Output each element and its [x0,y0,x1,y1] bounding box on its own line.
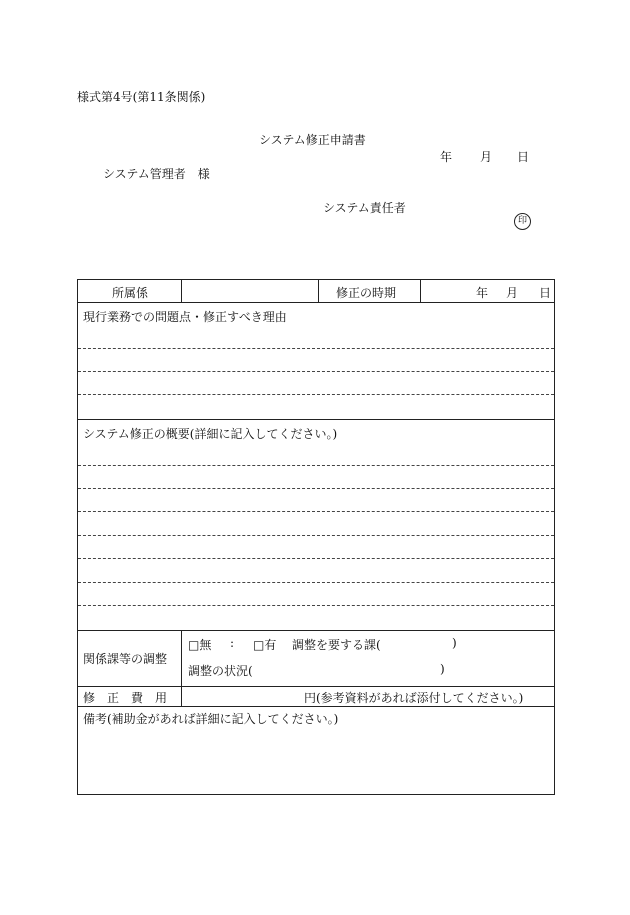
timing-day: 日 [539,286,552,300]
overview-line[interactable] [78,465,554,466]
coordination-status-label: 調整の状況( [188,664,253,678]
department-field[interactable] [188,284,313,298]
department-label: 所属係 [112,286,149,300]
coordination-required-label: 調整を要する課( [292,638,381,652]
problems-line[interactable] [78,348,554,349]
coordination-required-close: ) [452,636,457,650]
overview-line[interactable] [78,488,554,489]
overview-line[interactable] [78,558,554,559]
coordination-status-close: ) [440,662,445,676]
problems-line[interactable] [78,394,554,395]
applicant-label: システム責任者 [323,201,406,215]
date-month: 月 [480,150,493,164]
overview-line[interactable] [78,511,554,512]
seal-icon: 印 [514,213,531,230]
cost-value: 円(参考資料があれば添付してください。) [304,691,524,705]
timing-month: 月 [506,286,519,300]
overview-line[interactable] [78,582,554,583]
coordination-none-checkbox[interactable]: □無 [188,638,212,652]
problems-line[interactable] [78,371,554,372]
coordination-label: 関係課等の調整 [83,652,168,666]
addressee: システム管理者 様 [103,167,210,181]
application-form-table [77,279,555,795]
cost-label: 修 正 費 用 [83,691,168,705]
overview-line[interactable] [78,605,554,606]
timing-label: 修正の時期 [336,286,397,300]
page-title: システム修正申請書 [259,133,366,147]
overview-label: システム修正の概要(詳細に記入してください。) [83,427,338,441]
date-day: 日 [517,150,530,164]
problems-label: 現行業務での問題点・修正すべき理由 [83,310,287,324]
coordination-separator: : [230,636,235,650]
remarks-label: 備考(補助金があれば詳細に記入してください。) [83,712,339,726]
form-number: 様式第4号(第11条関係) [77,90,206,104]
date-year: 年 [440,150,453,164]
coordination-yes-checkbox[interactable]: □有 [253,638,277,652]
overview-line[interactable] [78,535,554,536]
timing-year: 年 [476,286,489,300]
